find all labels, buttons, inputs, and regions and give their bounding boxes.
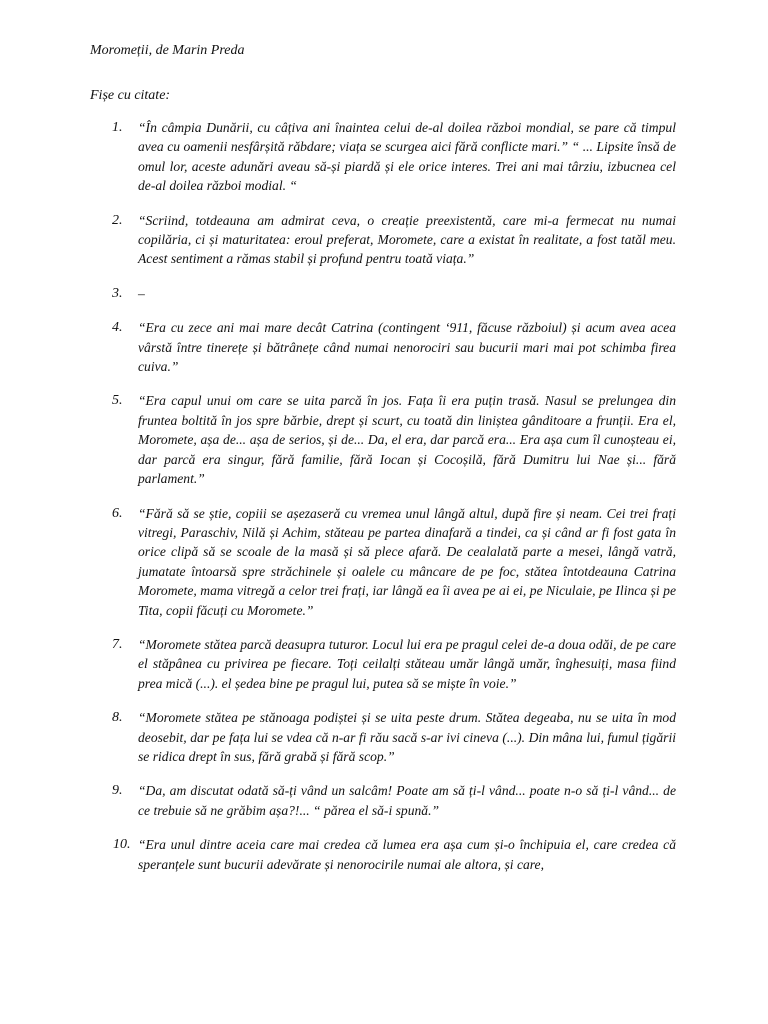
quote-number: 3. (112, 285, 123, 301)
quote-text: “Moromete stătea pe stănoaga podiștei și se uita peste drum. Stătea degeaba, nu se uita în mod deosebit, dar pe fața lui se vdea că n-ar fi rău sacă s-ar ivi cineva (...). Din mâna lui, fumul țigării se ridica drept în sus, fără grabă și fără scop.” (138, 710, 676, 764)
quote-list (0, 118, 768, 889)
quote-number: 8. (112, 710, 123, 726)
quote-text: “Moromete stătea parcă deasupra tuturor. Locul lui era pe pragul celei de-a doua odăi, de pe care el stăpânea cu privirea pe fiecare. Toți ceilalți stăteau umăr lângă umăr, înghesuiți, masa fiind prea mică (...). el ședea bine pe pragul lui, putea să se miște în voie.” (138, 636, 676, 691)
quote-item (0, 835, 768, 874)
quote-number: 5. (112, 393, 123, 409)
document-subtitle: Fișe cu citate: (90, 88, 171, 103)
quote-item (0, 635, 768, 693)
quote-text: “În câmpia Dunării, cu câțiva ani înaintea celui de-al doilea război mondial, se pare că timpul avea cu oamenii nesfârșită răbdare; viața se scurgea aici fără conflicte mari.” “ ... Lipsite însă de omul lor, aceste adunări aveau să-și piardă și ele orice interes. Trei ani mai târziu, izbucnea cel de-al doilea război modial. “ (138, 120, 676, 194)
quote-item (0, 708, 768, 766)
quote-item (0, 284, 768, 303)
quote-number: 10. (113, 837, 131, 853)
quote-number: 9. (112, 783, 123, 799)
quote-item (0, 211, 768, 269)
quote-text: “Era capul unui om care se uita parcă în jos. Fața îi era puțin trasă. Nasul se prelungea din fruntea boltită în jos spre bărbie, drept și scurt, cu toată din liniștea gânditoare a frunții. Era el, Moromete, așa de... așa de serios, și de... Da, el era, dar parcă era... Era așa cum îl cunoșteau ei, dar parcă era singur, fără familie, fără Iocan și Cocoșilă, fără Dumitru lui Nae și... fără parlament.” (138, 393, 676, 487)
quote-number: 6. (112, 505, 123, 521)
quote-number: 4. (112, 320, 123, 336)
quote-text: “Era cu zece ani mai mare decât Catrina (contingent ‘911, făcuse războiul) și acum avea acea vârstă între tinerețe și bătrânețe când numai nenorociri sau bucurii mari mai pot schimba firea cuiva.” (138, 320, 676, 375)
quote-text: – (138, 285, 145, 301)
quote-item (0, 318, 768, 376)
quote-number: 2. (112, 212, 123, 228)
document-title: Moromeții, de Marin Preda (90, 43, 245, 58)
quote-item (0, 118, 768, 196)
quote-number: 1. (112, 120, 123, 135)
quote-number: 7. (112, 636, 123, 652)
quote-text: “Fără să se știe, copiii se așezaseră cu vremea unul lângă altul, după fire și neam. Cei trei frați vitregi, Paraschiv, Nilă și Achim, stăteau pe partea dinafară a tindei, ca și când ar fi fost gata în orice clipă să se scoale de la masă și să plece afară. De cealalată parte a mesei, lângă vatră, jumatate întoarsă spre străchinele și oalele cu mâncare de pe foc, stătea întotdeauna Catrina Moromete, mama vitregă a celor trei frați, iar lângă ea îi avea pe ai ei, pe Niculaie, pe Ilinca și pe Tita, copii făcuți cu Moromete.” (138, 505, 676, 618)
quote-text: “Da, am discutat odată să-ți vând un salcâm! Poate am să ți-l vând... poate n-o să ți-l vând... de ce trebuie să ne grăbim așa?!... “ părea el să-i spună.” (138, 783, 676, 818)
quote-text: “Era unul dintre aceia care mai credea că lumea era așa cum și-o închipuia el, care credea că speranțele sunt bucurii adevărate și nenorocirile numai ale altora, și care, (138, 837, 676, 872)
quote-item (0, 391, 768, 488)
quote-text: “Scriind, totdeauna am admirat ceva, o creație preexistentă, care mi-a fermecat nu numai copilăria, ci și maturitatea: eroul preferat, Moromete, care a existat în realitate, a fost tatăl meu. Acest sentiment a rămas stabil și profund pentru toată viața.” (138, 212, 676, 267)
quote-item (0, 781, 768, 820)
quote-item (0, 504, 768, 620)
